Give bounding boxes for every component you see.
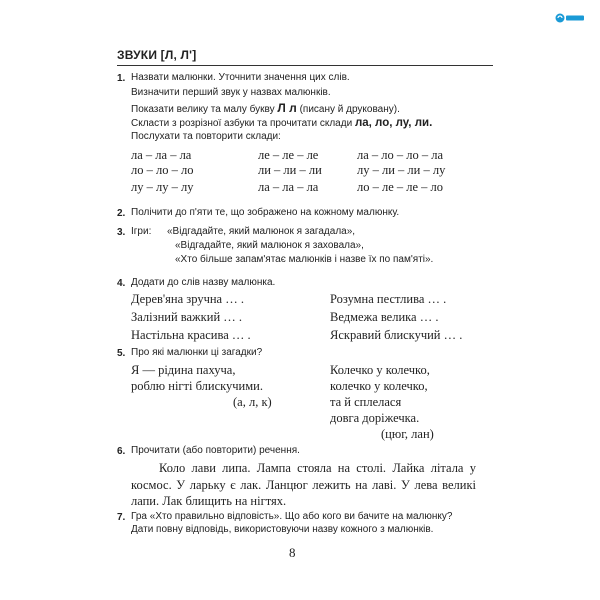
riddle-line: Колечко у колечко, — [330, 363, 430, 377]
letter-highlight: Л л — [277, 101, 297, 115]
task-number: 3. — [117, 227, 126, 238]
reading-paragraph — [131, 460, 476, 510]
phrase: Настільна красива … . — [131, 328, 251, 342]
task-instruction: Визначити перший звук у назвах малюнків. — [131, 87, 331, 98]
task-instruction: Додати до слів назву малюнка. — [131, 277, 276, 288]
task-number: 2. — [117, 208, 126, 219]
game-name: «Відгадайте, який малюнок я заховала», — [175, 240, 364, 251]
title-divider — [117, 65, 493, 66]
syllable-chain: ла – ла – ла — [258, 180, 319, 194]
syllable-chain: лу – лу – лу — [131, 180, 194, 194]
task-instruction: Полічити до п'яти те, що зображено на кожному малюнку. — [131, 207, 400, 218]
instruction-text: (писану й друковану). — [296, 104, 400, 115]
syllable-chain: ле – ле – ле — [258, 148, 319, 162]
riddle-line: довга доріжечка. — [330, 411, 420, 425]
phrase: Залізний важкий … . — [131, 310, 243, 324]
task-number: 5. — [117, 348, 126, 359]
instruction-text: Скласти з розрізної азбуки та прочитати склади — [131, 118, 355, 129]
riddle-line: роблю нігті блискучими. — [131, 379, 263, 393]
task-instruction — [131, 116, 432, 131]
task-number: 7. — [117, 512, 126, 523]
task-instruction: Послухати та повторити склади: — [131, 131, 281, 142]
phrase: Ведмежа велика … . — [330, 310, 439, 324]
paragraph-text: Коло лави липа. Лампа стояла на столі. Лайка літала у космос. У ларьку є лак. Ланцюг лежить на лаві. У лева великі лапи. Лак блищить на нігтях. — [131, 461, 476, 508]
task-instruction: Про які малюнки ці загадки? — [131, 347, 263, 358]
riddle-answer: (а, л, к) — [233, 395, 272, 409]
phrase: Дерев'яна зручна … . — [131, 292, 244, 306]
instruction-text: Показати велику та малу букву — [131, 104, 278, 115]
task-instruction — [131, 101, 400, 117]
task-number: 4. — [117, 278, 126, 289]
syllable-chain: ли – ли – ли — [258, 163, 322, 177]
publisher-logo-icon — [555, 10, 585, 26]
task-number: 6. — [117, 446, 126, 457]
syllable-chain: ло – ле – ле – ло — [357, 180, 444, 194]
task-instruction: Гра «Хто правильно відповість». Що або кого ви бачите на малюнку? — [131, 511, 453, 522]
task-instruction: Дати повну відповідь, використовуючи назву кожного з малюнків. — [131, 524, 434, 535]
task-instruction: Прочитати (або повторити) речення. — [131, 445, 300, 456]
game-name: «Хто більше запам'ятає малюнків і назве їх по пам'яті». — [175, 254, 434, 265]
riddle-line: Я — рідина пахуча, — [131, 363, 236, 377]
syllables-highlight: ла, ло, лу, ли. — [354, 117, 433, 129]
page-number: 8 — [289, 545, 296, 560]
task-instruction: Назвати малюнки. Уточнити значення цих слів. — [131, 72, 350, 83]
syllable-chain: ла – ла – ла — [131, 148, 192, 162]
syllable-chain: ло – ло – ло — [131, 163, 194, 177]
task-number: 1. — [117, 73, 126, 84]
phrase: Розумна пестлива … . — [330, 292, 447, 306]
section-title: ЗВУКИ [Л, Л'] — [117, 48, 197, 62]
phrase: Яскравий блискучий … . — [330, 328, 463, 342]
riddle-line: та й сплелася — [330, 395, 402, 409]
riddle-answer: (цюг, лан) — [381, 427, 434, 441]
syllable-chain: ла – ло – ло – ла — [357, 148, 444, 162]
syllable-chain: лу – ли – ли – лу — [357, 163, 446, 177]
game-name: «Відгадайте, який малюнок я загадала», — [167, 226, 356, 237]
task-label: Ігри: — [131, 226, 152, 237]
riddle-line: колечко у колечко, — [330, 379, 428, 393]
